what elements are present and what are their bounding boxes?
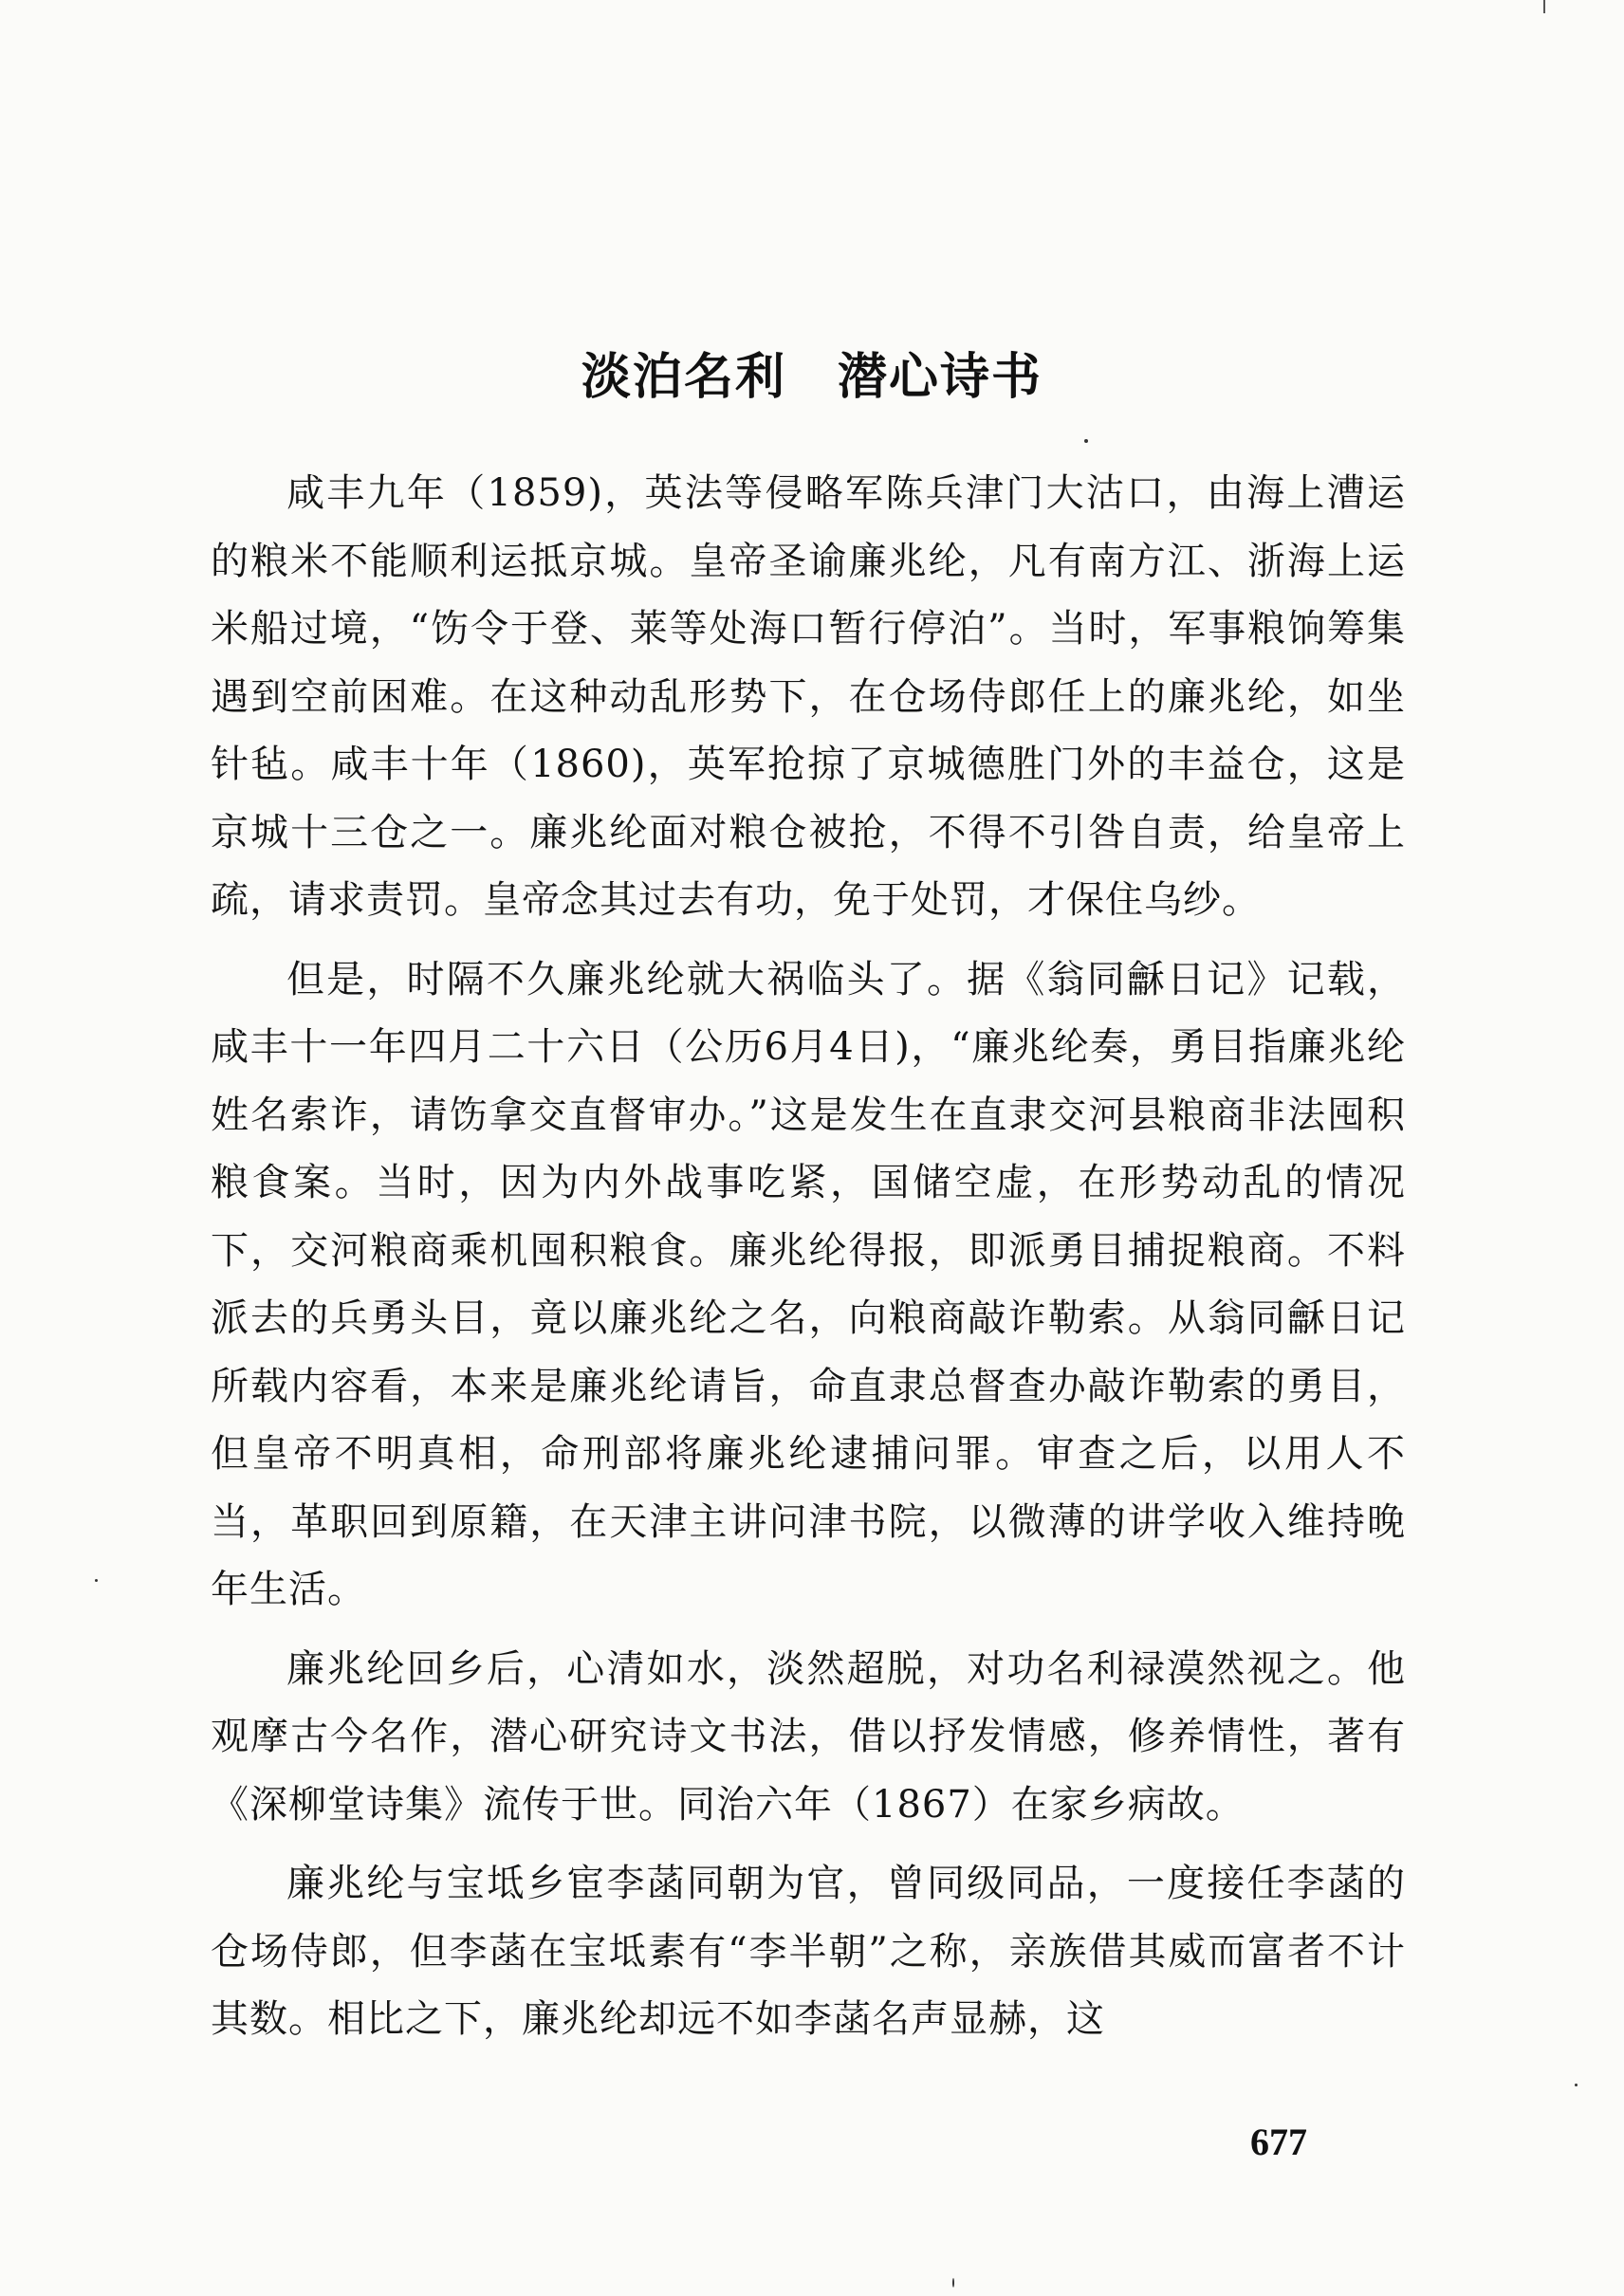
scan-speck (95, 1579, 98, 1582)
scan-speck (1084, 439, 1088, 443)
scan-speck (952, 2278, 954, 2287)
page-number: 677 (1250, 2121, 1307, 2163)
paragraph-4: 廉兆纶与宝坻乡宦李菡同朝为官，曾同级同品，一度接任李菡的仓场侍郎，但李菡在宝坻素有“李半朝”之称，亲族借其威而富者不计其数。相比之下，廉兆纶却远不如李菡名声显赫，这 (211, 1862, 1406, 2041)
scan-speck (1575, 2084, 1578, 2086)
scan-edge-mark-top (1543, 0, 1545, 13)
paragraph-2: 但是，时隔不久廉兆纶就大祸临头了。据《翁同龢日记》记载，咸丰十一年四月二十六日（公历6月4日)，“廉兆纶奏，勇目指廉兆纶姓名索诈，请饬拿交直督审办。”这是发生在直隶交河县粮商非法囤积粮食案。当时，因为内外战事吃紧，国储空虚，在形势动乱的情况下，交河粮商乘机囤积粮食。廉兆纶得报，即派勇目捕捉粮商。不料派去的兵勇头目，竟以廉兆纶之名，向粮商敲诈勒索。从翁同龢日记所载内容看，本来是廉兆纶请旨，命直隶总督查办敲诈勒索的勇目，但皇帝不明真相，命刑部将廉兆纶逮捕问罪。审查之后，以用人不当，革职回到原籍，在天津主讲问津书院，以微薄的讲学收入维持晚年生活。 (211, 957, 1406, 1611)
page-title: 淡泊名利 潜心诗书 (581, 349, 1043, 406)
paragraph-1: 咸丰九年（1859)，英法等侵略军陈兵津门大沽口，由海上漕运的粮米不能顺利运抵京城。皇帝圣谕廉兆纶，凡有南方江、浙海上运米船过境，“饬令于登、莱等处海口暂行停泊”。当时，军事粮饷筹集遇到空前困难。在这种动乱形势下，在仓场侍郎任上的廉兆纶，如坐针毡。咸丰十年（1860)，英军抢掠了京城德胜门外的丰益仓，这是京城十三仓之一。廉兆纶面对粮仓被抢，不得不引咎自责，给皇帝上疏，请求责罚。皇帝念其过去有功，免于处罚，才保住乌纱。 (211, 471, 1406, 922)
paragraph-3: 廉兆纶回乡后，心清如水，淡然超脱，对功名利禄漠然视之。他观摩古今名作，潜心研究诗文书法，借以抒发情感，修养情性，著有《深柳堂诗集》流传于世。同治六年（1867）在家乡病故。 (211, 1646, 1406, 1827)
body-text (211, 460, 1406, 2054)
